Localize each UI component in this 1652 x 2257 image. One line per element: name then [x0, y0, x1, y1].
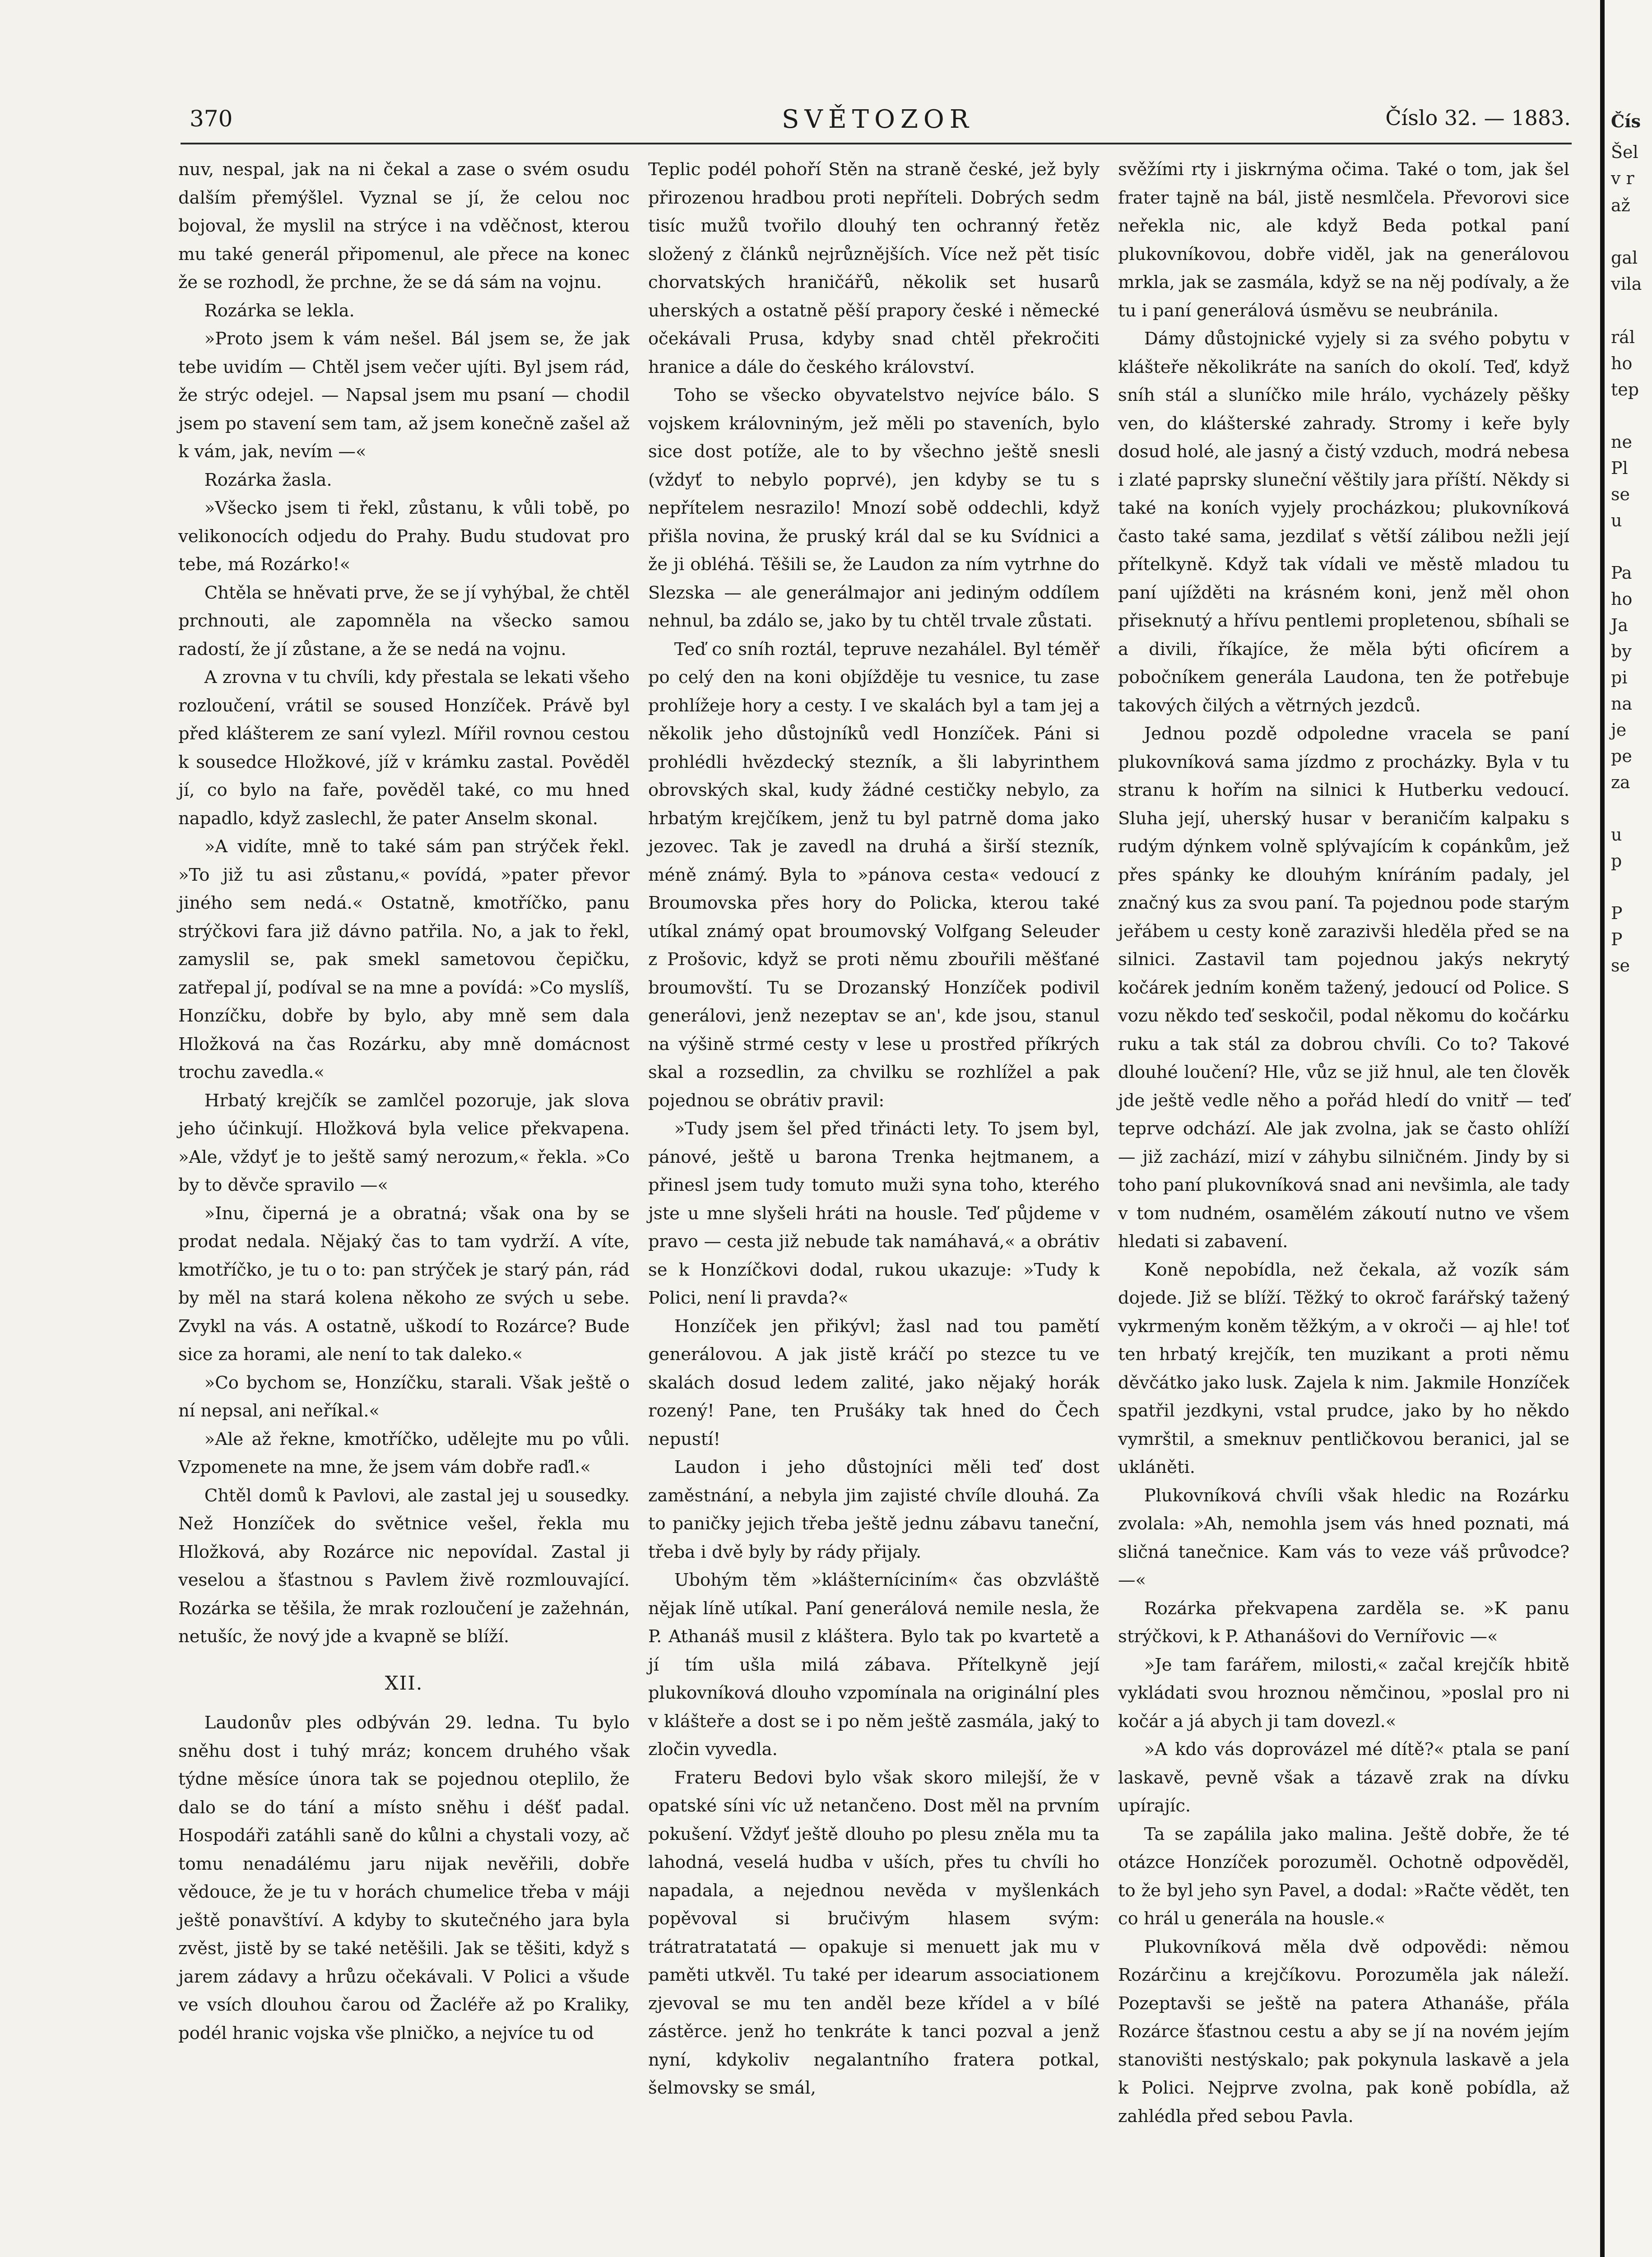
section-heading: XII. [385, 1672, 423, 1694]
paragraph: »Ale až řekne, kmotříčko, udělejte mu po vůli. Vzpomenete na mne, že jsem vám dobře raďl.« [178, 1429, 630, 1477]
text-column-2 [648, 156, 1100, 2103]
paragraph: »A vidíte, mně to také sám pan strýček řekl. »To již tu asi zůstanu,« povídá, »pater převor jiného sem nedá.« Ostatně, kmotříčko, panu strýčkovi fara již dávno patřila. No, a jak to řekl, zamyslil se, pak smekl sametovou čepičku, zatřepal jí, podíval se na mne a povídá: »Co myslíš, Honzíčku, dobře by bylo, aby mně sem dala Hložková na čas Rozárku, aby mně domácnost trochu zavedla.« [178, 836, 630, 1082]
paragraph: »Tudy jsem šel před třinácti lety. To jsem byl, pánové, ještě u barona Trenka hejtmanem, a přinesl jsem tudy tomuto muži syna toho, kterého jste u mne slyšeli hráti na housle. Teď půjdeme v pravo — cesta již nebude tak namáhavá,« a obrátiv se k Honzíčkovi dodal, rukou ukazuje: »Tudy k Polici, není li pravda?« [648, 1119, 1100, 1308]
text-column-3 [1118, 156, 1569, 2131]
adjacent-text-fragment: je [1611, 720, 1627, 740]
paragraph: Toho se všecko obyvatelstvo nejvíce bálo. S vojskem královniným, jež měli po staveních, bylo sice dost potíže, ale to by všechno ještě snesli (vždyť to nebylo poprvé), jen kdyby se tu s nepřítelem nesrazilo! Mnozí sobě oddechli, když přišla novina, že pruský král dal se ku Svídnici a že ji obléhá. Těšili se, že Laudon za ním vytrhne do Slezska — ale generálmajor ani jediným oddílem nehnul, ba zdálo se, jako by tu chtěl trvale zůstati. [648, 385, 1100, 631]
paragraph: Frateru Bedovi bylo však skoro milejší, že v opatské síni víc už netančeno. Dost měl na prvním pokušení. Vždyť ještě dlouho po plesu zněla mu ta lahodná, veselá hudba v uších, přes tu chvíli ho napadala, a nejednou nevěda v myšlenkách popěvoval si bručivým hlasem svým: trátratratatatá — opakuje si menuett jak mu v paměti utkvěl. Tu také per idearum associationem zjevoval se mu ten anděl beze křídel a v bílé zástěrce. jenž ho tenkráte k tanci pozval a jenž nyní, kdykoliv negalantního fratera potkal, šelmovsky se smál, [648, 1767, 1100, 2098]
adjacent-text-fragment: p [1611, 851, 1622, 871]
adjacent-text-fragment: P [1611, 903, 1623, 923]
adjacent-text-fragment: ho [1611, 589, 1633, 609]
paragraph: »Proto jsem k vám nešel. Bál jsem se, že jak tebe uvidím — Chtěl jsem večer ujíti. Byl jsem rád, že strýc odejel. — Napsal jsem mu psaní — chodil jsem po stavení sem tam, až jsem konečně zašel až k vám, jak, nevím —« [178, 329, 630, 462]
paragraph: nuv, nespal, jak na ni čekal a zase o svém osudu dalším přemýšlel. Vyznal se jí, že celou noc bojoval, že myslil na strýce i na vděčnost, kterou mu také generál připomenul, ale přece na konec že se rozhodl, že prchne, že se dá sám na vojnu. [178, 159, 630, 293]
paragraph: Hrbatý krejčík se zamlčel pozoruje, jak slova jeho účinkují. Hložková byla velice překvapena. »Ale, vždyť je to ještě samý nerozum,« řekla. »Co by to děvče spravilo —« [178, 1090, 630, 1195]
adjacent-text-fragment: rál [1611, 327, 1635, 347]
adjacent-text-fragment: u [1611, 511, 1622, 530]
adjacent-text-fragment: se [1611, 484, 1630, 504]
adjacent-text-fragment: ho [1611, 353, 1633, 373]
adjacent-text-fragment: Pl [1611, 458, 1628, 478]
adjacent-text-fragment: u [1611, 825, 1622, 845]
paragraph: Teplic podél pohoří Stěn na straně české, jež byly přirozenou hradbou proti nepříteli. Dobrých sedm tisíc mužů tvořilo dlouhý ten ochranný řetěz složený z článků nejrůznějších. Více než pět tisíc chorvatských hraničářů, několik set husarů uherských a ostatně pěší prapory české i německé očekávali Prusa, kdyby snad chtěl překročiti hranice a dále do českého království. [648, 159, 1100, 377]
adjacent-text-fragment: v r [1611, 168, 1634, 188]
adjacent-text-fragment: se [1611, 956, 1630, 975]
adjacent-text-fragment: na [1611, 694, 1633, 714]
page-header [181, 100, 1575, 141]
adjacent-text-fragment: tep [1611, 380, 1639, 399]
paragraph: A zrovna v tu chvíli, kdy přestala se lekati všeho rozloučení, vrátil se soused Honzíček. Právě byl před klášterem ze saní vylezl. Mířil rovnou cestou k sousedce Hložkové, jíž v krámku zastal. Pověděl jí, co bylo na faře, pověděl také, co mu hned napadlo, když zaslechl, že pater Anselm skonal. [178, 667, 630, 829]
paragraph: »Je tam farářem, milosti,« začal krejčík hbitě vykládati svou hroznou němčinou, »poslal pro ni kočár a já abych ji tam dovezl.« [1118, 1654, 1569, 1732]
adjacent-text-fragment: ne [1611, 432, 1632, 452]
adjacent-text-fragment: pe [1611, 746, 1632, 766]
paragraph: Honzíček jen přikývl; žasl nad tou pamětí generálovou. A jak jistě kráčí po stezce tu ve skalách dosud ledem zalité, jako nějaký horák rozený! Pane, ten Prušáky tak hned do Čech nepustí! [648, 1316, 1100, 1449]
paragraph: Teď co sníh roztál, tepruve nezahálel. Byl téměř po celý den na koni objížděje tu vesnice, tu zase prohlížeje hory a cesty. I ve skalách byl a tam jej a několik jeho důstojníků vedl Honzíček. Páni si prohlédli hvězdecký stezník, a šli labyrinthem obrovských skal, kudy žádné cestičky nebylo, za hrbatým krejčíkem, jenž tu byl patrně doma jako jezovec. Tak je zavedl na druhá a širší stezník, méně známý. Byla to »pánova cesta« vedoucí z Broumovska přes hory do Policka, kterou také utíkal známý opat broumovský Volfgang Seleuder z Prošovic, když se proti němu zbouřili měšťané broumovští. Tu se Drozanský Honzíček podivil generálovi, jenž nezeptav se an', kde jsou, stanul na výšině strmé cesty v lese u prostřed příkrých skal a rozsedlin, za chvilku se rozhlížel a pak pojednou se obrátiv pravil: [648, 639, 1100, 1111]
adjacent-text-fragment: Šel [1611, 142, 1638, 162]
adjacent-text-fragment: by [1611, 641, 1632, 661]
masthead-title: SVĚTOZOR [782, 105, 974, 134]
paragraph: Rozárka se lekla. [204, 300, 355, 321]
paragraph: Laudonův ples odbýván 29. ledna. Tu bylo sněhu dost i tuhý mráz; koncem druhého však týdne měsíce února tak se pojednou oteplilo, že dalo se do tání a místo sněhu i déšť padal. Hospodáři zatáhli saně do kůlni a chystali vozy, ač tomu nenadálému jaru nijak nevěřili, dobře vědouce, že je tu v horách chumelice třeba v máji ještě ponavštíví. A kdyby to skutečného jara byla zvěst, jistě by se také netěšili. Jak se těšiti, když s jarem zádavy a hrůzu očekávali. V Polici a všude ve vsích dlouhou čarou od Žacléře až po Kraliky, podél hranic vojska vše plničko, a nejvíce tu od [178, 1713, 630, 2043]
paragraph: Dámy důstojnické vyjely si za svého pobytu v klášteře několikráte na saních do okolí. Teď, když sníh stál a sluníčko mile hrálo, vycházely pěšky ven, do klášterské zahrady. Stromy i keře byly dosud holé, ale jasný a čistý vzduch, modrá nebesa i zlaté paprsky sluneční věštily jara příští. Někdy si také na koních vyjely procházkou; plukovníková často také sama, jezdilať s větší zálibou nežli její přítelkyně. Když tak vídali ve městě mladou tu paní ujížděti na krásném koni, jenž měl ohon přiseknutý a hřívu pentlemi propletenou, sbíhali se a divili, říkajíce, že měla býti oficírem a pobočníkem generála Laudona, ten že potřebuje takových čilých a větrných jezdců. [1118, 329, 1569, 716]
paragraph: »Všecko jsem ti řekl, zůstanu, k vůli tobě, po velikonocích odjedu do Prahy. Budu studovat pro tebe, má Rozárko!« [178, 498, 630, 575]
adjacent-text-fragment: gal [1611, 248, 1638, 268]
paragraph: Rozárka žasla. [204, 469, 332, 490]
paragraph: »Co bychom se, Honzíčku, starali. Však ještě o ní nepsal, ani neříkal.« [178, 1372, 630, 1421]
text-column-1 [178, 156, 630, 2048]
paragraph: Plukovníková chvíli však hledic na Rozárku zvolala: »Ah, nemohla jsem vás hned poznati, má sličná tanečnice. Kam vás to veze váš průvodce? —« [1118, 1485, 1569, 1590]
adjacent-text-fragment: až [1611, 195, 1630, 215]
paragraph: svěžími rty i jiskrnýma očima. Také o tom, jak šel frater tajně na bál, jistě nesmlčela. Převorovi sice neřekla nic, ale když Beda potkal paní plukovníkovou, dobře viděl, jak na generálovou mrkla, jak se zasmála, když se na něj podívaly, a že tu i paní generálová úsměvu se neubránila. [1118, 159, 1569, 321]
paragraph: »Inu, čiperná je a obratná; však ona by se prodat nedala. Nějaký čas to tam vydrží. A víte, kmotříčko, je tu o to: pan strýček je starý pán, rád by měl na stará kolena někoho ze svých u sebe. Zvykl na vás. A ostatně, uškodí to Rozárce? Bude sice za horami, ale není to tak daleko.« [178, 1203, 630, 1365]
adjacent-page-edge [1600, 0, 1652, 2257]
paragraph: Koně nepobídla, než čekala, až vozík sám dojede. Již se blíží. Těžký to okroč farářský tažený vykrmeným koněm těžkým, a v okroči — aj hle! toť ten hrbatý krejčík, ten muzikant a proti němu děvčátko jako lusk. Zajela k nim. Jakmile Honzíček spatřil jezdkyni, vstal prudce, jako by ho někdo vymrštil, a smeknuv pentličkovou beranici, jal se ukláněti. [1118, 1259, 1569, 1477]
adjacent-text-fragment: vila [1611, 274, 1642, 294]
paragraph: Laudon i jeho důstojníci měli teď dost zaměstnání, a nebyla jim zajisté chvíle dlouhá. Za to paničky jejich třeba ještě jednu zábavu taneční, třeba i dvě byly by rády přijaly. [648, 1457, 1100, 1562]
paragraph: Chtěla se hněvati prve, že se jí vyhýbal, že chtěl prchnouti, ale zapomněla na všecko samou radostí, že jí zůstane, a že se nedá na vojnu. [178, 582, 630, 659]
paragraph: Ubohým těm »klášterníciním« čas obzvláště nějak líně utíkal. Paní generálová nemile nesla, že P. Athanáš musil z kláštera. Bylo tak po kvartetě a jí tím ušla milá zábava. Přítelkyně její plukovníková dlouho vzpomínala na originální ples v klášteře a dost se i po něm ještě zasmála, jaký to zločin vyvedla. [648, 1570, 1100, 1760]
adjacent-text-fragment: Pa [1611, 563, 1632, 583]
paragraph: Chtěl domů k Pavlovi, ale zastal jej u sousedky. Než Honzíček do světnice vešel, řekla mu Hložková, aby Rozárce nic nepovídal. Zastal ji veselou a šťastnou s Pavlem živě rozmlouvající. Rozárka se těšila, že mrak rozloučení je zažehnán, netušíc, že nový jde a kvapně se blíží. [178, 1485, 630, 1647]
header-rule [181, 143, 1572, 144]
issue-label: Číslo 32. — 1883. [1385, 106, 1571, 130]
paragraph: Plukovníková měla dvě odpovědi: němou Rozárčinu a krejčíkovu. Porozuměla jak náleží. Pozeptavši se ještě na patera Athanáše, přála Rozárce šťastnou cestu a aby se jí na novém jejím stanovišti nestýskalo; pak pokynula laskavě a jela k Polici. Nejprve zvolna, pak koně pobídla, až zahlédla před sebou Pavla. [1118, 1937, 1569, 2127]
paragraph: »A kdo vás doprovázel mé dítě?« ptala se paní laskavě, pevně však a tázavě zrak na dívku upírajíc. [1118, 1739, 1569, 1816]
adjacent-text-fragment: pi [1611, 668, 1628, 687]
adjacent-text-fragment: P [1611, 929, 1623, 949]
paragraph: Jednou pozdě odpoledne vracela se paní plukovníková sama jízdmo z procházky. Byla v tu stranu k hořím na silnici k Hutberku vedoucí. Sluha její, uherský husar v beraničím kalpaku s rudým dýnkem volně splývajícím k copánkům, jež přes spánky ke dlouhým kníráním padaly, jel značný kus za svou paní. Ta pojednou pode starým jeřábem u cesty koně zarazivši hleděla před se na silnici. Zastavil tam pojednou jakýs nekrytý kočárek jedním koněm tažený, jedoucí od Police. S vozu někdo teď seskočil, podal někomu do kočárku ruku a tak stál za dobrou chvíli. Co to? Takové dlouhé loučení? Hle, vůz se již hnul, ale ten člověk jde ještě vedle něho a pořád hledí do vnitř — teď teprve odchází. Ale jak zvolna, jak se často ohlíží — již zachází, mizí v záhybu silničném. Jindy by si toho paní plukovníková snad ani nevšimla, ale tady v tom nudném, osamělém zákoutí nutno ve všem hledati si zabavení. [1118, 724, 1569, 1252]
page-number: 370 [190, 106, 233, 132]
paragraph: Ta se zapálila jako malina. Ještě dobře, že té otázce Honzíček porozuměl. Ochotně odpověděl, to že byl jeho syn Pavel, a dodal: »Račte vědět, ten co hrál u generála na housle.« [1118, 1824, 1569, 1929]
adjacent-text-fragment: Ja [1611, 615, 1628, 635]
adjacent-text-fragment: Čís [1611, 111, 1641, 131]
adjacent-text-fragment: za [1611, 772, 1630, 792]
paragraph: Rozárka překvapena zarděla se. »K panu strýčkovi, k P. Athanášovi do Vernířovic —« [1118, 1598, 1569, 1647]
